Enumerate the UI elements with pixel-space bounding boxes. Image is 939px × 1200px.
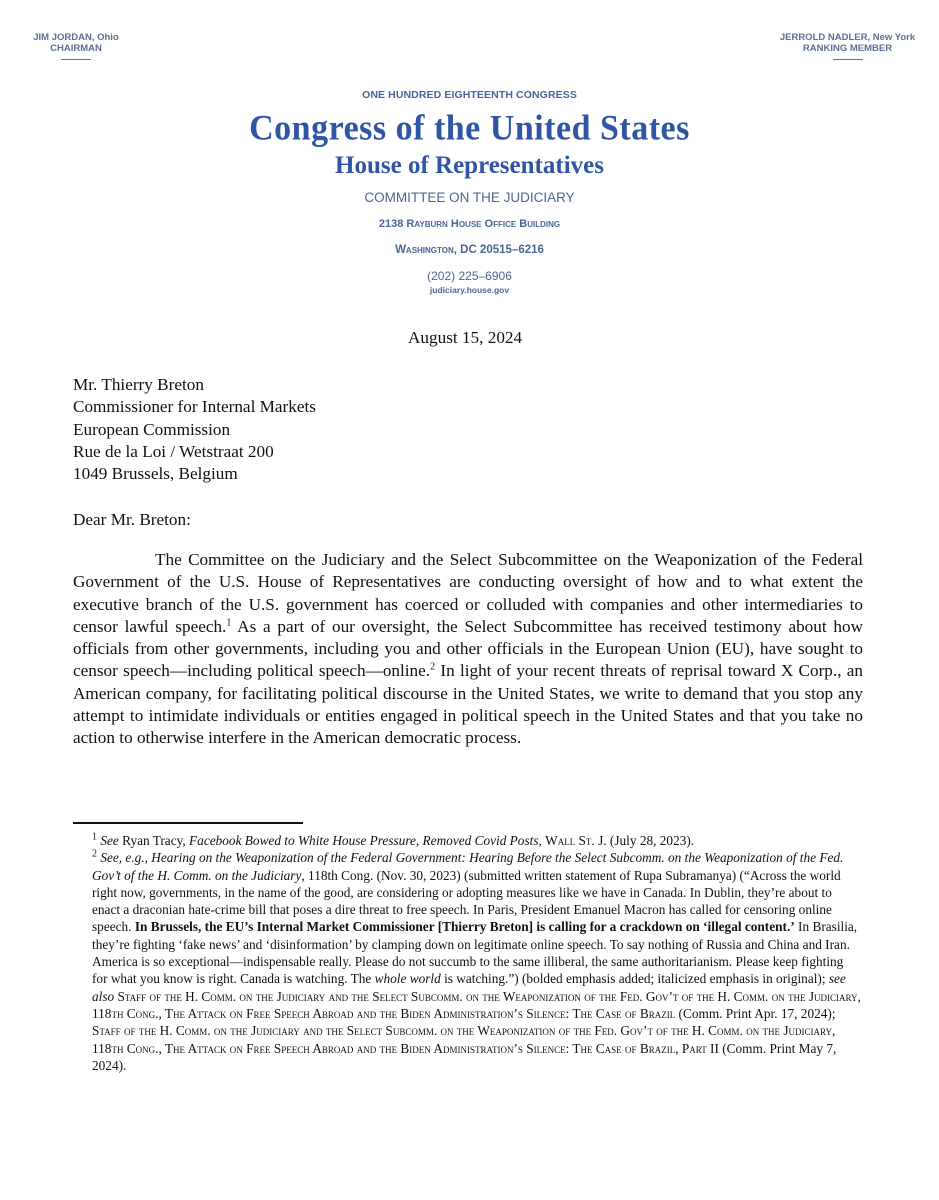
house-title: House of Representatives: [335, 152, 604, 179]
report-title: Staff of the H. Comm. on the Judiciary and the Select Subcomm. on the Weaponization of the Fed. Gov’t of the H. Comm. on the Judiciary, 118th Cong., The Attack on Free Speech Abroad and the Biden Administration’s Silence: The Case of Brazil: [92, 988, 861, 1021]
bold-quote: In Brussels, the EU’s Internal Market Commissioner [Thierry Breton] is calling for a crackdown on ‘illegal content.’: [134, 919, 795, 935]
congress-number: ONE HUNDRED EIGHTEENTH CONGRESS: [362, 89, 577, 101]
paragraph-text: In light of your recent threats of reprisal toward X Corp., an American company, for facilitating political discourse in the United States, we write to demand that you stop any attempt to intimidate individuals or entities engaged in political speech in the United States and that you take no action to otherwise interfere in the American democratic process.: [73, 661, 863, 748]
citation-date: (July 28, 2023).: [606, 833, 695, 848]
ranking-member-name: JERROLD NADLER, New York: [779, 32, 916, 43]
recipient-city: 1049 Brussels, Belgium: [73, 464, 238, 484]
separator: ,: [144, 850, 152, 866]
recipient-name: Mr. Thierry Breton: [73, 375, 204, 394]
address-line-1: 2138 Rayburn House Office Building: [378, 218, 561, 230]
recipient-organization: European Commission: [73, 419, 231, 439]
chairman-name: JIM JORDAN, Ohio: [33, 32, 119, 43]
signal: see also: [92, 971, 846, 1004]
hearing-title: Hearing on the Weaponization of the Federal Government: Hearing Before the Select Subcomm. on the Weaponization of the Fed. Gov’t of the H. Comm. on the Judiciary: [92, 850, 844, 883]
signal: See, e.g.: [100, 850, 145, 866]
chairman-divider: [61, 59, 91, 60]
address-line-2: Washington, DC 20515–6216: [395, 244, 544, 256]
citation-text: (Comm. Print Apr. 17, 2024);: [675, 1005, 836, 1021]
signal: See: [100, 833, 119, 848]
recipient-address: [73, 374, 316, 485]
website: judiciary.house.gov: [429, 285, 510, 295]
italic-phrase: whole world: [374, 971, 441, 987]
footnotes: [92, 832, 862, 1074]
footnote-ref-1: 1: [226, 617, 232, 629]
recipient-title: Commissioner for Internal Markets: [73, 397, 316, 417]
ranking-member-divider: [833, 59, 863, 60]
phone-number: (202) 225–6906: [427, 269, 512, 283]
congress-title: Congress of the United States: [249, 109, 690, 148]
footnote-ref-2: 2: [430, 661, 436, 673]
letter-date: August 15, 2024: [408, 328, 523, 347]
citation-text: In Brasilia, they’re fighting ‘fake news’ and ‘disinformation’ by clamping down on legitimate online speech. To say nothing of Russia and China and Iran. America is so exceptional—indispensable really. Please do not succumb to the same illiberal, the same authoritarianism. Please keep fighting for what you know is right. Canada is watching. The: [92, 919, 858, 987]
body-paragraph: [73, 549, 863, 750]
paragraph-text: As a part of our oversight, the Select Subcommittee has received testimony about how officials from other governments, including you and other officials in the European Union (EU), have sought to censor speech—including political speech—online.: [73, 616, 864, 681]
author: Ryan Tracy,: [118, 833, 190, 848]
recipient-street: Rue de la Loi / Wetstraat 200: [73, 441, 274, 461]
footnote-number: 2: [92, 848, 97, 860]
article-title: Facebook Bowed to White House Pressure, Removed Covid Posts: [189, 833, 539, 848]
separator: ,: [538, 833, 546, 848]
source: Wall St. J.: [545, 833, 607, 848]
paragraph-text: The Committee on the Judiciary and the Select Subcommittee on the Weaponization of the Federal Government of the U.S. House of Representatives are conducting oversight of how and to what extent the executive branch of the U.S. government has coerced or colluded with companies and other intermediaries to censor lawful speech.: [73, 550, 863, 636]
ranking-member-role: RANKING MEMBER: [802, 43, 893, 54]
footnote-number: 1: [92, 831, 97, 843]
citation-text: (Comm. Print May 7, 2024).: [92, 1040, 837, 1073]
chairman-block: [26, 32, 126, 60]
footnote-2: [92, 849, 862, 1074]
chairman-role: CHAIRMAN: [50, 43, 102, 54]
footnote-1: [92, 832, 862, 849]
salutation: Dear Mr. Breton:: [73, 510, 191, 529]
committee-name: COMMITTEE ON THE JUDICIARY: [364, 190, 575, 205]
report-title: Staff of the H. Comm. on the Judiciary and the Select Subcomm. on the Weaponization of the Fed. Gov’t of the H. Comm. on the Judiciary, 118th Cong., The Attack on Free Speech Abroad and the Biden Administration’s Silence: The Case of Brazil, Part II: [92, 1023, 836, 1056]
ranking-member-block: [775, 32, 920, 60]
footnote-divider: [73, 822, 303, 824]
citation-text: is watching.”) (bolded emphasis added; italicized emphasis in original);: [440, 971, 829, 987]
citation-text: , 118th Cong. (Nov. 30, 2023) (submitted written statement of Rupa Subramanya) (“Across the world right now, governments, in the name of the good, are considering or adopting measures like we have in Canada. In Dublin, they’re about to enact a draconian hate-crime bill that poses a dire threat to free speech. In Paris, President Emanuel Macron has called for censoring online speech.: [92, 867, 841, 935]
